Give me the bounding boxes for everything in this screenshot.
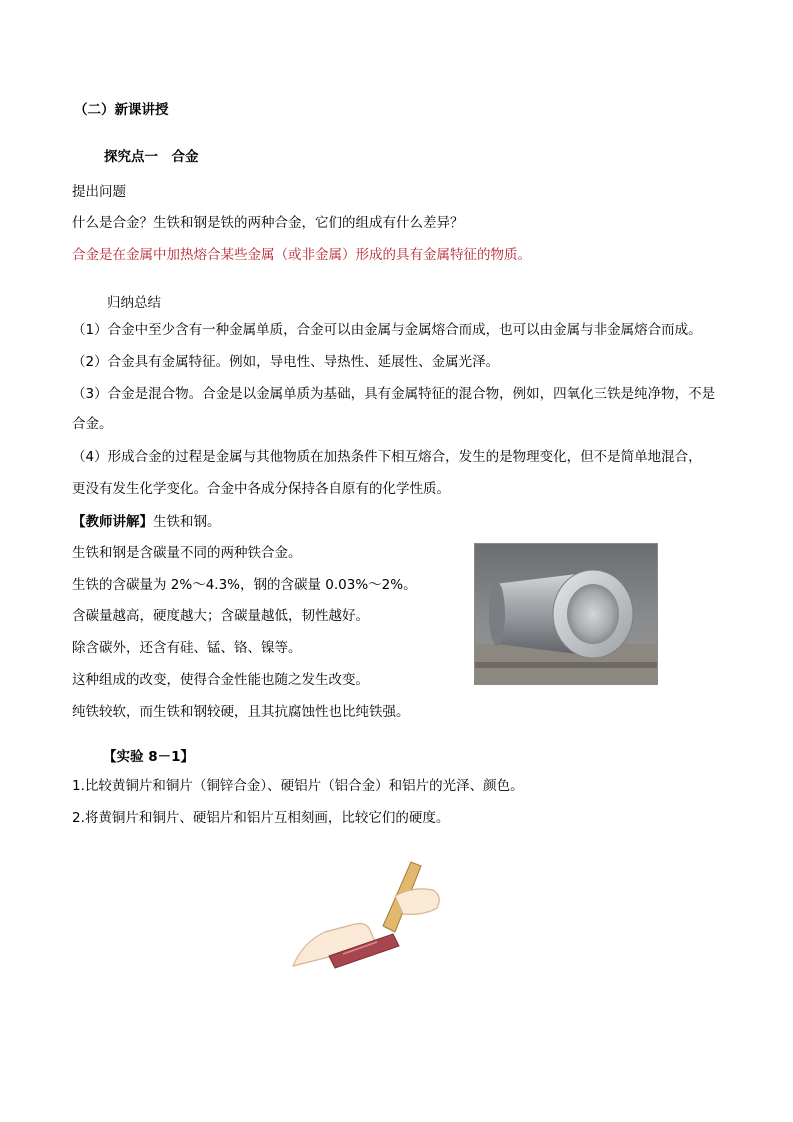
teacher-line: 生铁的含碳量为 2%～4.3%，钢的含碳量 0.03%～2%。 [72,577,417,593]
question-text: 什么是合金？生铁和钢是铁的两种合金，它们的组成有什么差异？ [72,215,464,231]
teacher-label: 【教师讲解】 [72,514,153,530]
summary-line: （1）合金中至少含有一种金属单质，合金可以由金属与金属熔合而成，也可以由金属与非金属熔合而成。 [72,322,702,338]
experiment-step: 1.比较黄铜片和铜片（铜锌合金）、硬铝片（铝合金）和铝片的光泽、颜色。 [72,778,524,794]
teacher-line: 含碳量越高，硬度越大；含碳量越低，韧性越好。 [72,608,369,624]
teacher-line: 这种组成的改变，使得合金性能也随之发生改变。 [72,672,369,688]
section-title: （二）新课讲授 [74,102,169,118]
experiment-step: 2.将黄铜片和铜片、硬铝片和铝片互相刻画，比较它们的硬度。 [72,810,450,826]
teacher-line: 纯铁较软，而生铁和钢较硬，且其抗腐蚀性也比纯铁强。 [72,704,410,720]
summary-line: （3）合金是混合物。合金是以金属单质为基础，具有金属特征的混合物，例如，四氧化三铁是纯净物，不是 [72,386,716,402]
teacher-explanation [72,513,221,531]
topic-heading: 探究点一 合金 [104,149,199,165]
summary-label: 归纳总结 [107,295,161,311]
steel-cylinder-photo [474,543,658,685]
teacher-line: 生铁和钢是含碳量不同的两种铁合金。 [72,545,302,561]
teacher-line: 除含碳外，还含有硅、锰、铬、镍等。 [72,640,302,656]
summary-line: 更没有发生化学变化。合金中各成分保持各自原有的化学性质。 [72,481,450,497]
summary-line: （2）合金具有金属特征。例如，导电性、导热性、延展性、金属光泽。 [72,354,500,370]
teacher-topic: 生铁和钢。 [153,514,221,530]
experiment-label: 【实验 8－1】 [103,749,194,765]
raise-question-label: 提出问题 [72,184,126,200]
summary-line: 合金。 [72,416,113,432]
summary-line: （4）形成合金的过程是金属与其他物质在加热条件下相互熔合，发生的是物理变化，但不是简单地混合， [72,449,702,465]
scratch-test-illustration [285,856,445,970]
alloy-definition: 合金是在金属中加热熔合某些金属（或非金属）形成的具有金属特征的物质。 [72,247,531,263]
